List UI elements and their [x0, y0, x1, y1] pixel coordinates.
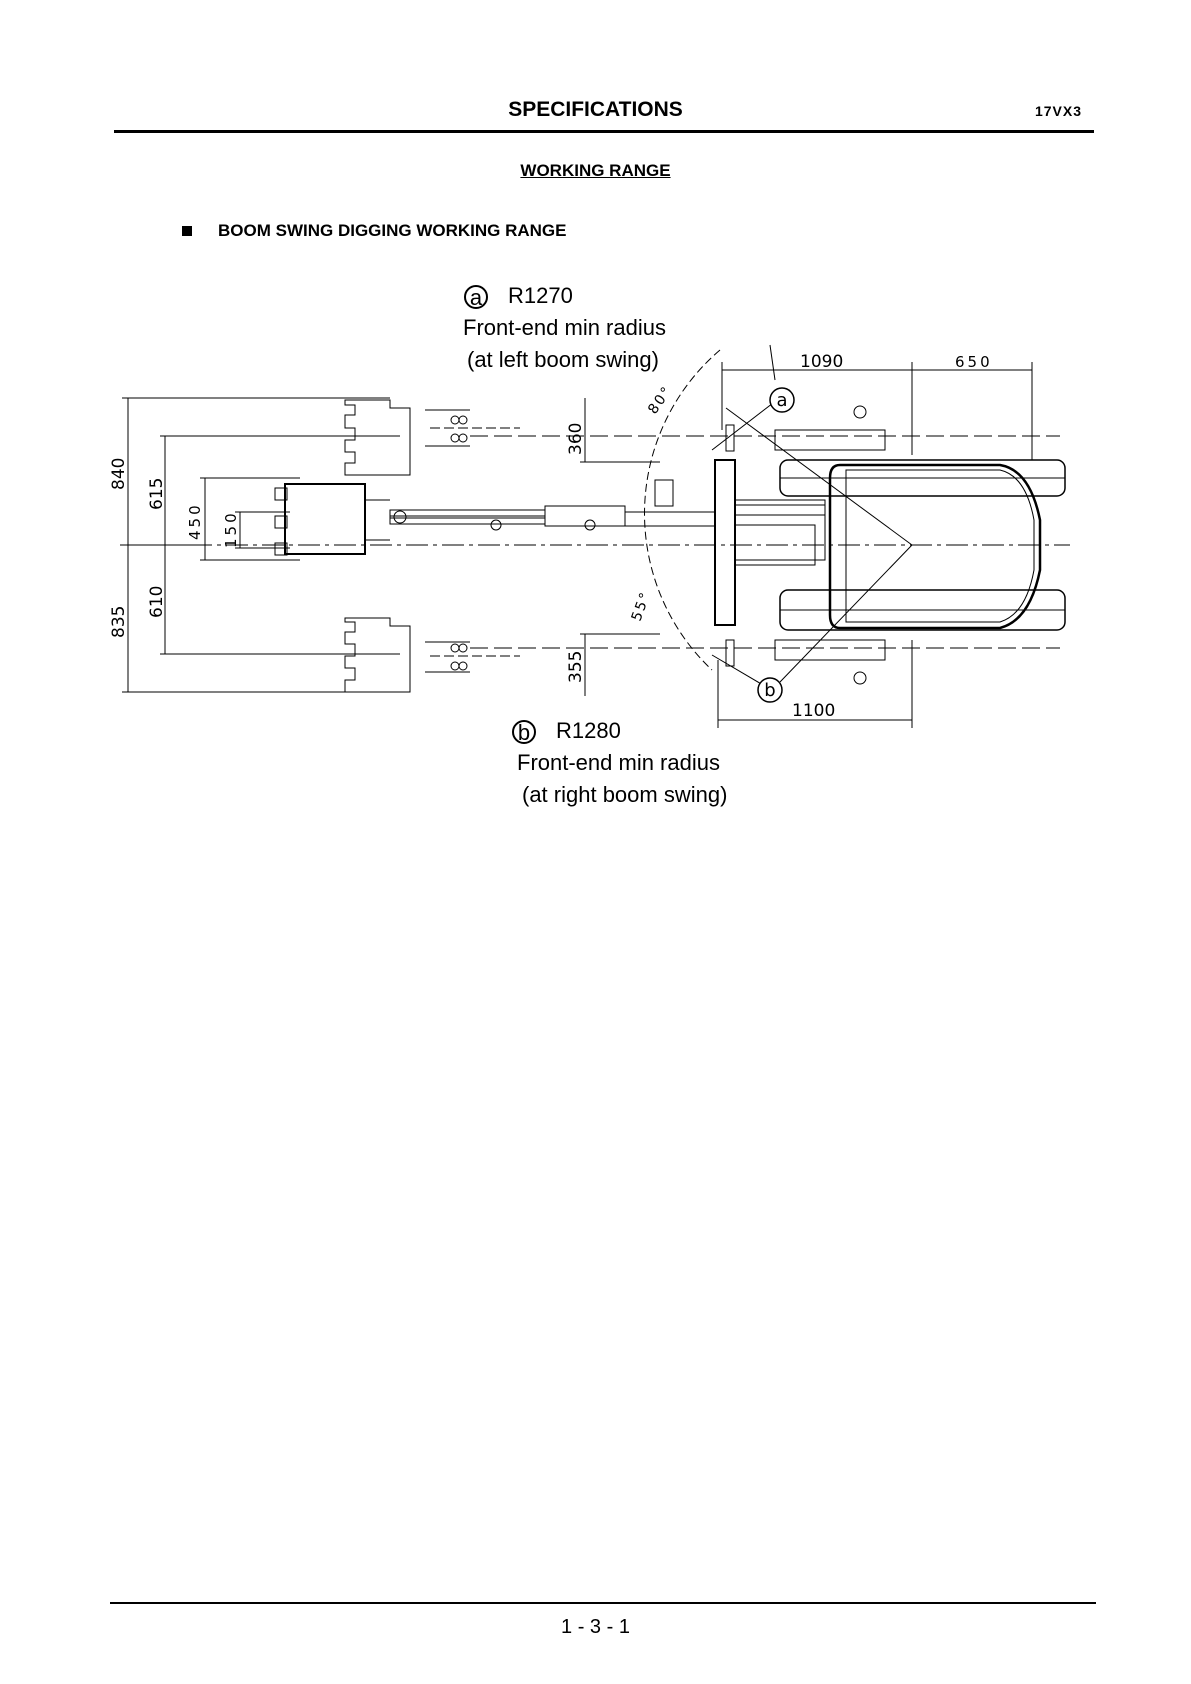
drawing-marker-a: a — [776, 390, 788, 411]
callout-b-symbol: b — [512, 720, 536, 744]
dim-650: 650 — [955, 353, 993, 371]
dim-150: 150 — [222, 510, 240, 548]
callout-a-line2: (at left boom swing) — [467, 347, 659, 372]
dim-1090: 1090 — [800, 352, 844, 372]
callout-b-line1: Front-end min radius — [517, 750, 720, 775]
dim-360: 360 — [566, 422, 586, 455]
dim-355: 355 — [566, 650, 586, 683]
angle-55: 55° — [628, 588, 655, 624]
dim-450: 450 — [186, 502, 204, 540]
subsection-title: BOOM SWING DIGGING WORKING RANGE — [218, 221, 567, 240]
angle-80: 80° — [645, 382, 676, 418]
dim-615: 615 — [147, 477, 167, 510]
dim-1100: 1100 — [792, 701, 836, 721]
footer-rule — [110, 1602, 1096, 1604]
drawing-marker-b: b — [764, 680, 776, 701]
dim-835: 835 — [109, 605, 129, 638]
callout-b-radius: R1280 — [556, 718, 621, 743]
callout-a-symbol: a — [464, 285, 488, 309]
model-code: 17VX3 — [1034, 103, 1082, 119]
dim-610: 610 — [147, 585, 167, 618]
dim-840: 840 — [109, 457, 129, 490]
page-title: SPECIFICATIONS — [508, 98, 683, 121]
callout-b-line2: (at right boom swing) — [522, 782, 728, 807]
section-title: WORKING RANGE — [520, 161, 671, 180]
callout-a-radius: R1270 — [508, 283, 573, 308]
page-number: 1 - 3 - 1 — [561, 1616, 630, 1638]
callout-a-line1: Front-end min radius — [463, 315, 666, 340]
